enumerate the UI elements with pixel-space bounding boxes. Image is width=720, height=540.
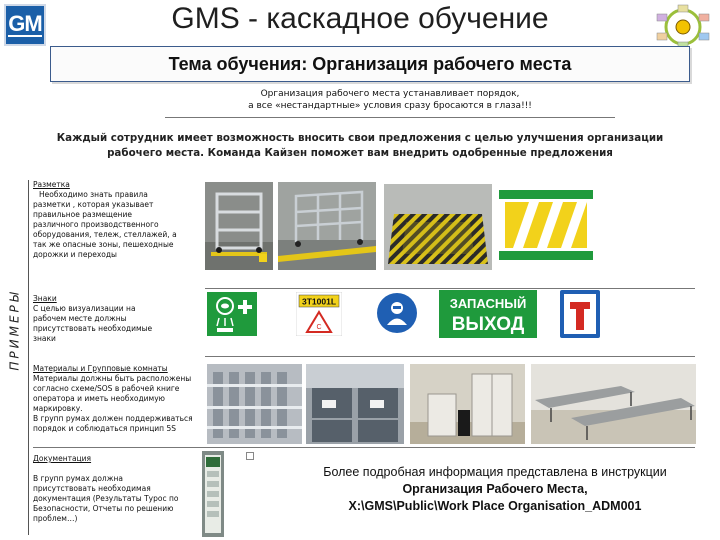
desc-line: присутствовать необходимая: [33, 484, 151, 493]
desc-line: Материалы должны быть расположены: [33, 374, 192, 383]
examples-side-label: [4, 180, 26, 480]
section-title-signs: Знаки: [33, 294, 57, 303]
checkbox-icon: [246, 452, 254, 460]
pedestrian-stripe-sign: [499, 190, 593, 260]
emergency-exit-sign: [439, 290, 537, 338]
desc-line: порядок и соблюдаться принцип 5S: [33, 424, 176, 433]
warning-label-sign: [296, 292, 342, 336]
desc-line: правильное размещение: [33, 210, 132, 219]
desc-line: так же опасные зоны, пешеходные: [33, 240, 174, 249]
group-room-cabinet-photo: [410, 364, 525, 444]
exit-sign-line1: ЗАПАСНЫЙ: [449, 296, 527, 311]
section-desc-marking: [33, 190, 203, 260]
desc-line: рабочем месте должны: [33, 314, 127, 323]
section-desc-documentation: [33, 474, 198, 524]
page-title: GMS - каскадное обучение: [171, 2, 549, 35]
section-title-documentation: Документация: [33, 454, 92, 463]
svg-text:C: C: [316, 324, 322, 331]
eyewash-sign-icon: [207, 292, 257, 336]
trolley-photo: [278, 182, 376, 270]
code-sign-text: 3T1001L: [301, 296, 337, 307]
desc-line: разметки , которая указывает: [33, 200, 154, 209]
section-title-marking: Разметка: [33, 180, 70, 189]
examples-side-label-text: ПРИМЕРЫ: [8, 289, 23, 371]
desc-line: различного производственного: [33, 220, 159, 229]
side-divider: [28, 180, 29, 535]
documentation-board-photo: [202, 451, 224, 537]
info-line: Организация Рабочего Места,: [402, 482, 588, 496]
section-desc-materials: [33, 374, 203, 434]
topic-text: Тема обучения: Организация рабочего места: [168, 53, 572, 74]
material-shelf-photo: [207, 364, 302, 444]
main-statement: [30, 131, 690, 161]
mandatory-protection-sign-icon: [376, 292, 418, 334]
desc-line: документация (Результаты Турос по: [33, 494, 179, 503]
desc-line: В групп румах должна: [33, 474, 123, 483]
main-line: Каждый сотрудник имеет возможность вносить свои предложения с целью улучшения организации: [56, 132, 664, 144]
desc-line: оборудования, тележ, стеллажей, а: [33, 230, 177, 239]
desc-line: дорожки и переходы: [33, 250, 117, 259]
desc-line: Необходимо знать правила: [39, 190, 148, 199]
info-line: Более подробная информация представлена в инструкции: [323, 465, 667, 479]
cascade-ring-icon: [652, 2, 714, 52]
desc-line: Безопасности, Отчеты по решению: [33, 504, 174, 513]
hazard-floor-marking-photo: [384, 184, 492, 270]
desc-line: оператора и иметь необходимую: [33, 394, 165, 403]
group-room-tables-photo: [531, 364, 696, 444]
info-path: X:\GMS\Public\Work Place Organisation_ADM001: [348, 499, 642, 513]
rack-marking-photo: [205, 182, 273, 270]
intro-text: [170, 88, 610, 112]
material-boxes-photo: [306, 364, 404, 444]
desc-line: присутствовать необходимые: [33, 324, 153, 333]
section-desc-signs: [33, 304, 203, 344]
divider: [205, 288, 695, 289]
desc-line: знаки: [33, 334, 56, 343]
desc-line: согласно схеме/SOS в рабочей книге: [33, 384, 180, 393]
dead-end-road-sign-icon: [560, 290, 600, 338]
topic-banner: [50, 46, 690, 82]
more-info-text: [280, 464, 710, 515]
divider: [205, 356, 695, 357]
section-title-materials: Материалы и Групповые комнаты: [33, 364, 168, 373]
intro-line: а все «нестандартные» условия сразу бросаются в глаза!!!: [248, 101, 532, 111]
divider: [33, 447, 695, 448]
exit-sign-line2: ВЫХОД: [451, 314, 525, 335]
desc-line: проблем…): [33, 514, 78, 523]
main-line: рабочего места. Команда Кайзен поможет вам внедрить одобренные предложения: [107, 147, 613, 159]
desc-line: С целью визуализации на: [33, 304, 136, 313]
divider: [165, 117, 615, 118]
desc-line: маркировку.: [33, 404, 83, 413]
desc-line: В групп румах должен поддерживаться: [33, 414, 193, 423]
gm-logo-text: GM: [8, 11, 42, 36]
intro-line: Организация рабочего места устанавливает порядок,: [260, 89, 520, 99]
